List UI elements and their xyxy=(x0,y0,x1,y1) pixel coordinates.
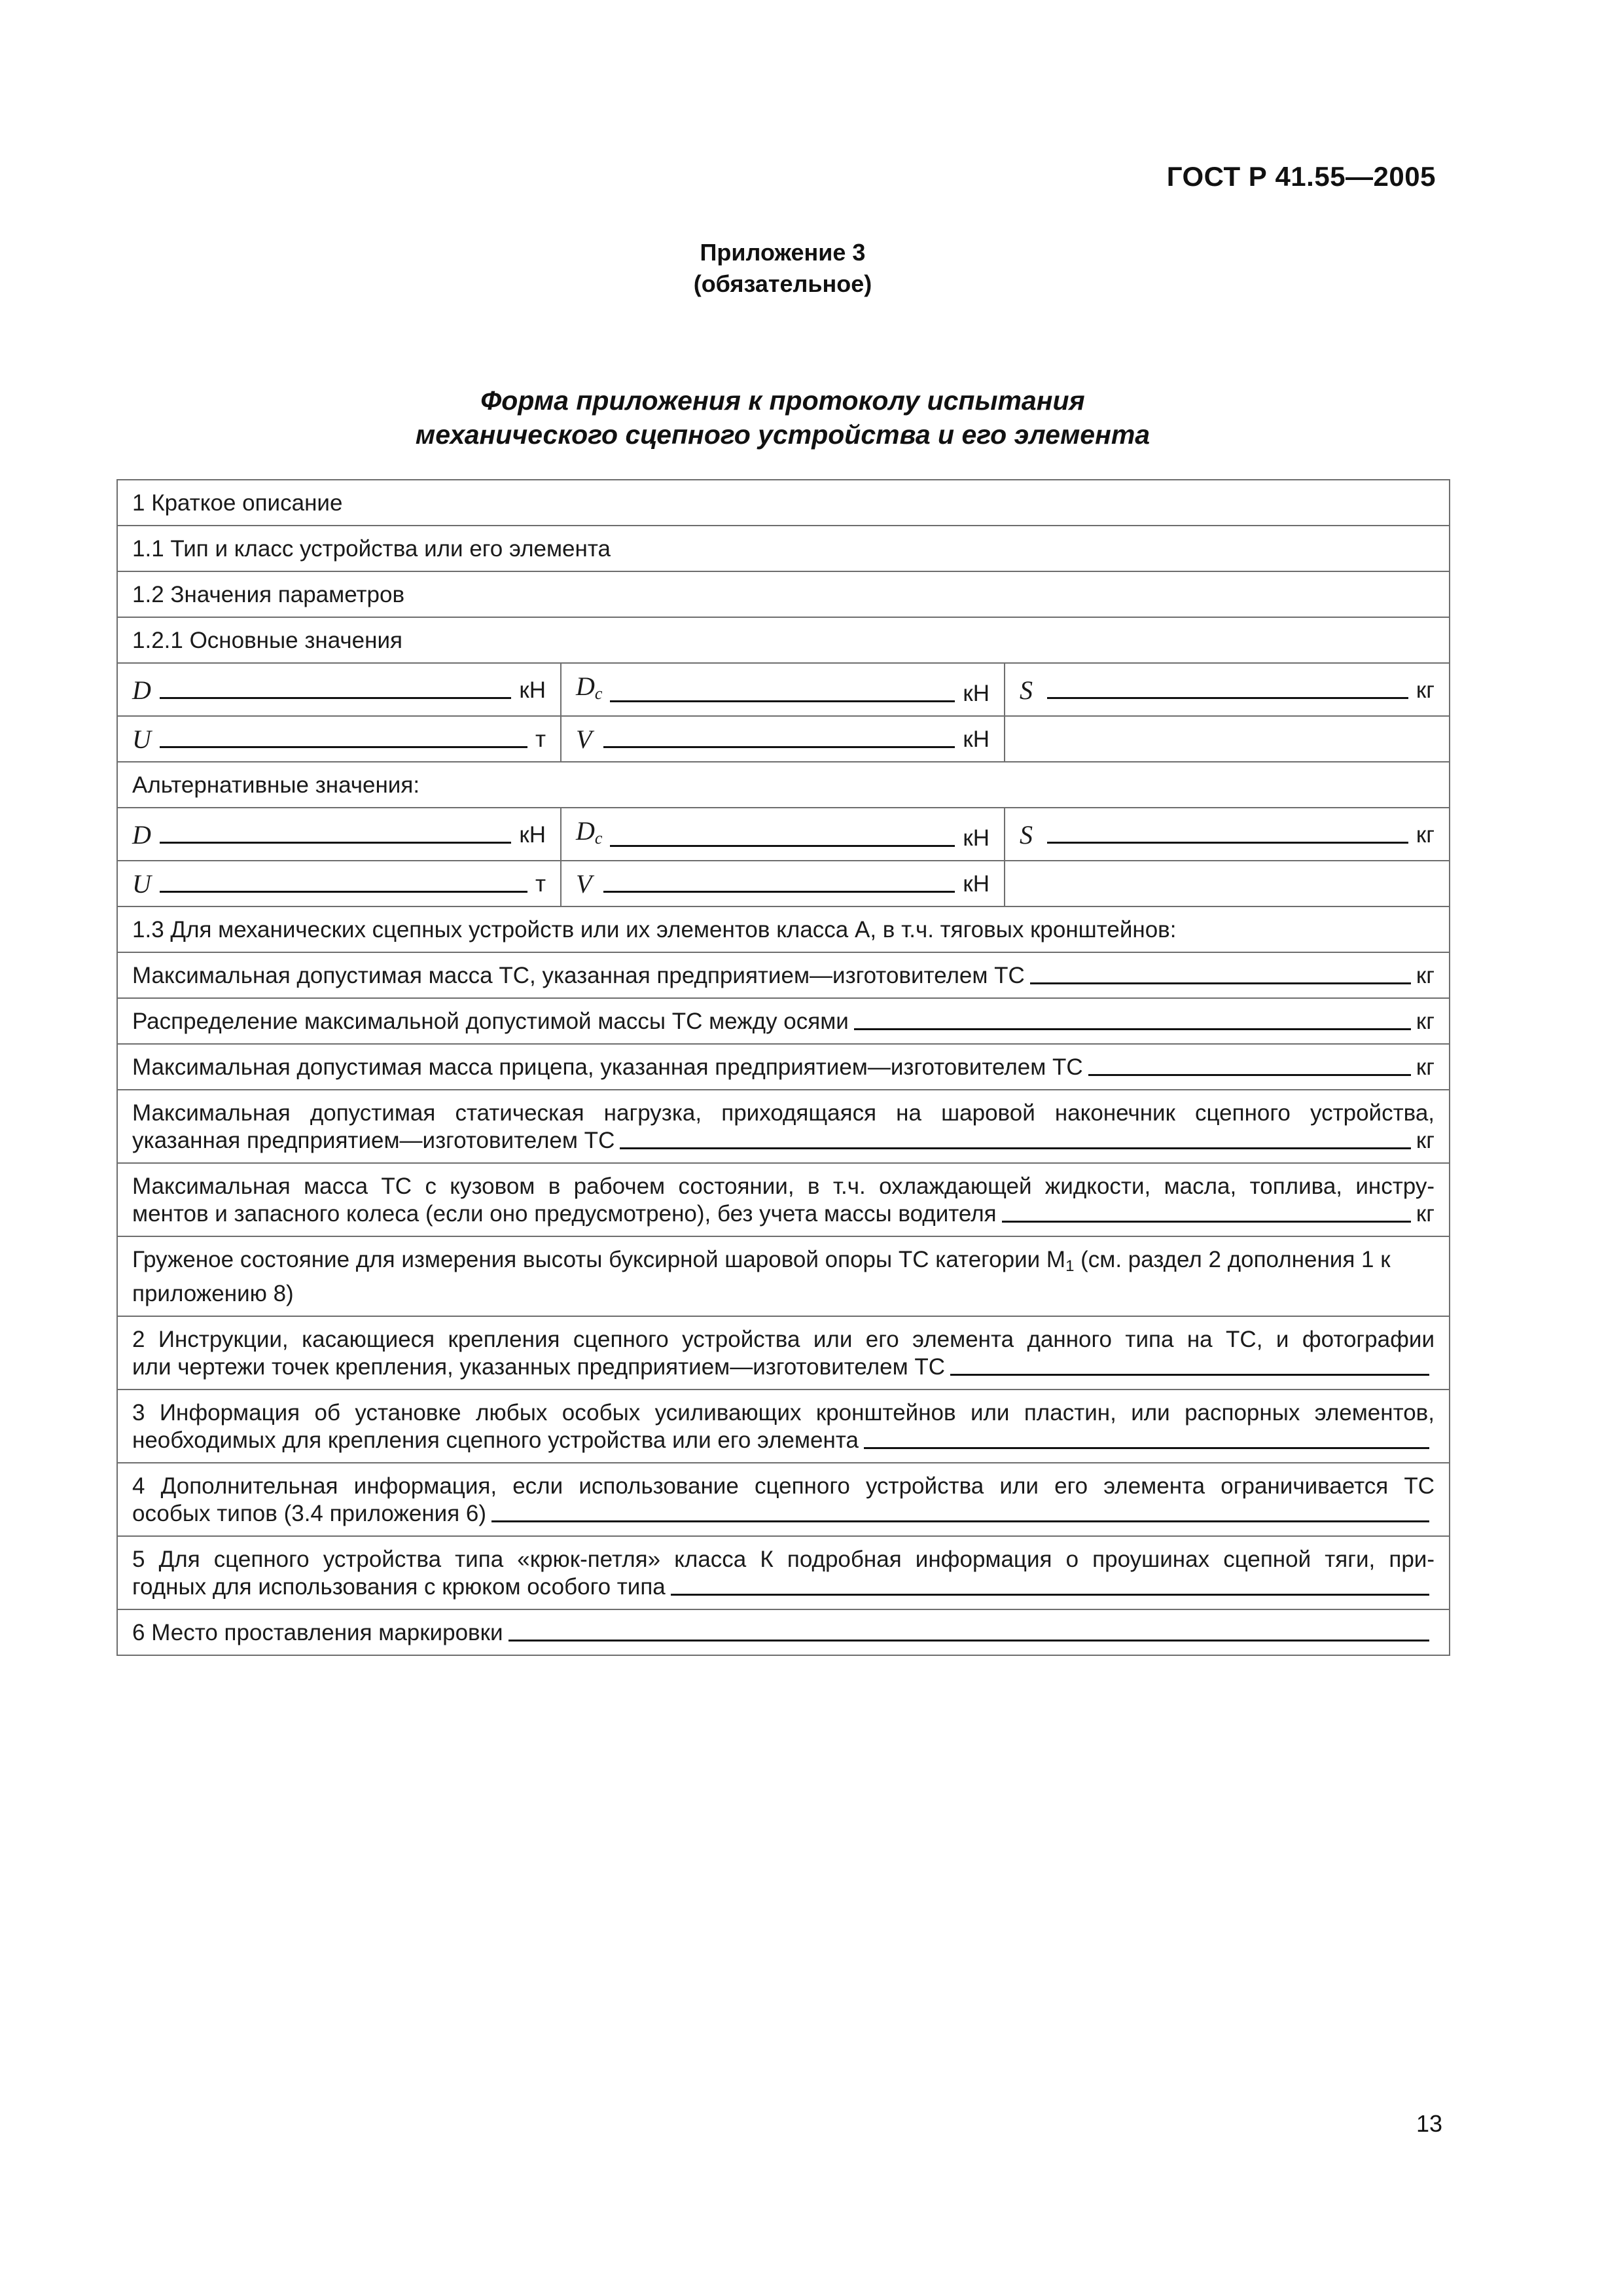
marking-location-field[interactable] xyxy=(508,1639,1430,1641)
marking-location-label: 6 Место проставления маркировки xyxy=(132,1620,503,1645)
row-static-load xyxy=(117,1090,1450,1163)
param-u-cell xyxy=(117,716,561,762)
unit-kn: кН xyxy=(519,821,546,848)
protocol-form-table xyxy=(116,479,1450,1656)
loaded-state-subscript: 1 xyxy=(1065,1257,1075,1275)
symbol-s: S xyxy=(1020,819,1033,850)
s-value-field[interactable] xyxy=(1047,696,1408,699)
additional-field[interactable] xyxy=(491,1520,1429,1522)
unit-kg: кг xyxy=(1416,1009,1435,1034)
form-row xyxy=(117,716,1450,762)
loaded-state-text-end: (см. раздел 2 дополнения 1 к приложению 8) xyxy=(132,1247,1391,1306)
form-row xyxy=(117,998,1450,1044)
appendix-title: Приложение 3 xyxy=(700,239,866,266)
unit-kg: кг xyxy=(1416,1054,1435,1080)
symbol-s: S xyxy=(1020,675,1033,705)
symbol-dc-sub: c xyxy=(594,829,603,848)
unit-t: т xyxy=(535,871,546,897)
form-row xyxy=(117,1316,1450,1390)
form-row xyxy=(117,952,1450,998)
symbol-u: U xyxy=(132,725,151,754)
symbol-dc-base: D xyxy=(576,816,595,846)
form-row xyxy=(117,663,1450,716)
row-trailer-mass xyxy=(117,1044,1450,1090)
row-alternative-values: Альтернативные значения: xyxy=(117,762,1450,808)
unit-kn: кН xyxy=(519,677,546,703)
unit-t: т xyxy=(535,726,546,752)
row-marking-location xyxy=(117,1609,1450,1655)
body-mass-field[interactable] xyxy=(1002,1220,1411,1223)
static-load-line1: Максимальная допустимая статическая нагрузка, приходящаяся на шаровой наконечник сцепного устройства, xyxy=(132,1100,1435,1126)
alt-d-value-field[interactable] xyxy=(160,841,511,844)
instructions-field[interactable] xyxy=(950,1373,1429,1376)
unit-kg: кг xyxy=(1416,963,1435,988)
appendix-heading xyxy=(0,237,1565,300)
page-number: 13 xyxy=(1416,2110,1442,2137)
instructions-line2: или чертежи точек крепления, указанных предприятием—изготовителем ТС xyxy=(132,1354,946,1380)
unit-kn: кН xyxy=(963,726,990,752)
row-parameter-values: 1.2 Значения параметров xyxy=(117,571,1450,617)
form-row xyxy=(117,1163,1450,1236)
symbol-dc-base: D xyxy=(576,672,595,701)
form-row xyxy=(117,571,1450,617)
trailer-mass-label: Максимальная допустимая масса прицепа, указанная предприятием—изготовителем ТС xyxy=(132,1054,1083,1080)
row-body-mass xyxy=(117,1163,1450,1236)
form-row xyxy=(117,1090,1450,1163)
alt-param-v-cell xyxy=(561,861,1005,906)
symbol-dc xyxy=(576,817,602,852)
row-mass-distribution xyxy=(117,998,1450,1044)
instructions-line1: 2 Инструкции, касающиеся крепления сцепного устройства или его элемента данного типа на ТС, и фотографии xyxy=(132,1327,1435,1352)
static-load-field[interactable] xyxy=(620,1147,1411,1149)
row-max-mass xyxy=(117,952,1450,998)
param-dc-cell xyxy=(561,663,1005,716)
form-row xyxy=(117,861,1450,906)
additional-line2: особых типов (3.4 приложения 6) xyxy=(132,1501,487,1526)
row-class-a: 1.3 Для механических сцепных устройств или их элементов класса А, в т.ч. тяговых кронштейнов: xyxy=(117,906,1450,952)
unit-kg: кг xyxy=(1416,821,1435,848)
symbol-d: D xyxy=(132,819,151,850)
unit-kg: кг xyxy=(1416,1201,1435,1227)
row-main-values: 1.2.1 Основные значения xyxy=(117,617,1450,663)
symbol-v: V xyxy=(576,725,592,754)
form-row xyxy=(117,762,1450,808)
form-row xyxy=(117,1044,1450,1090)
static-load-line2: указанная предприятием—изготовителем ТС xyxy=(132,1128,615,1153)
form-row xyxy=(117,1236,1450,1316)
form-row xyxy=(117,1390,1450,1463)
form-row xyxy=(117,617,1450,663)
symbol-u: U xyxy=(132,869,151,899)
row-additional-info xyxy=(117,1463,1450,1536)
alt-param-dc-cell xyxy=(561,808,1005,861)
param-s-cell xyxy=(1005,663,1450,716)
dc-value-field[interactable] xyxy=(610,700,955,702)
alt-dc-value-field[interactable] xyxy=(610,844,955,847)
form-title-line2: механического сцепного устройства и его элемента xyxy=(415,420,1150,450)
loaded-state-text: Груженое состояние для измерения высоты буксирной шаровой опоры ТС категории М xyxy=(132,1247,1066,1272)
form-row xyxy=(117,1536,1450,1609)
row-type-class: 1.1 Тип и класс устройства или его элемента xyxy=(117,526,1450,571)
row-instructions xyxy=(117,1316,1450,1390)
mass-distribution-label: Распределение максимальной допустимой массы ТС между осями xyxy=(132,1009,849,1034)
trailer-mass-field[interactable] xyxy=(1088,1073,1411,1076)
form-row xyxy=(117,906,1450,952)
symbol-dc xyxy=(576,673,602,708)
param-v-cell xyxy=(561,716,1005,762)
installation-field[interactable] xyxy=(864,1446,1429,1449)
form-row xyxy=(117,526,1450,571)
alt-param-d-cell xyxy=(117,808,561,861)
body-mass-line1: Максимальная масса ТС с кузовом в рабочем состоянии, в т.ч. охлаждающей жидкости, масла, топлива, инстру- xyxy=(132,1174,1435,1199)
unit-kg: кг xyxy=(1416,1128,1435,1153)
hook-eye-field[interactable] xyxy=(671,1593,1429,1596)
row-loaded-state xyxy=(117,1236,1450,1316)
form-title xyxy=(0,384,1565,452)
empty-cell xyxy=(1005,716,1450,762)
unit-kn: кН xyxy=(963,871,990,897)
form-row xyxy=(117,1609,1450,1655)
row-hook-eye xyxy=(117,1536,1450,1609)
unit-kn: кН xyxy=(963,681,990,706)
additional-line1: 4 Дополнительная информация, если использование сцепного устройства или его элемента ограничивается ТС xyxy=(132,1473,1435,1499)
alt-param-s-cell xyxy=(1005,808,1450,861)
hook-eye-line2: годных для использования с крюком особого типа xyxy=(132,1574,666,1600)
symbol-d: D xyxy=(132,675,151,705)
alt-param-u-cell xyxy=(117,861,561,906)
installation-line2: необходимых для крепления сцепного устройства или его элемента xyxy=(132,1427,859,1453)
installation-line1: 3 Информация об установке любых особых усиливающих кронштейнов или пластин, или распорных элементов, xyxy=(132,1400,1435,1426)
standard-code: ГОСТ Р 41.55—2005 xyxy=(1166,161,1436,192)
max-mass-label: Максимальная допустимая масса ТС, указанная предприятием—изготовителем ТС xyxy=(132,963,1025,988)
form-row xyxy=(117,480,1450,526)
form-row xyxy=(117,808,1450,861)
row-installation-info xyxy=(117,1390,1450,1463)
alt-s-value-field[interactable] xyxy=(1047,841,1408,844)
u-value-field[interactable] xyxy=(160,745,527,748)
unit-kn: кН xyxy=(963,825,990,851)
alt-v-value-field[interactable] xyxy=(603,890,955,893)
appendix-status: (обязательное) xyxy=(693,270,872,297)
alt-u-value-field[interactable] xyxy=(160,890,527,893)
body-mass-line2: ментов и запасного колеса (если оно предусмотрено), без учета массы водителя xyxy=(132,1201,997,1227)
v-value-field[interactable] xyxy=(603,745,955,748)
unit-kg: кг xyxy=(1416,677,1435,703)
d-value-field[interactable] xyxy=(160,696,511,699)
mass-distribution-field[interactable] xyxy=(854,1028,1411,1030)
hook-eye-line1: 5 Для сцепного устройства типа «крюк-петля» класса К подробная информация о проушинах сцепной тяги, при- xyxy=(132,1547,1435,1572)
symbol-dc-sub: c xyxy=(594,684,603,703)
row-brief-description: 1 Краткое описание xyxy=(117,480,1450,526)
symbol-v: V xyxy=(576,869,592,899)
form-title-line1: Форма приложения к протоколу испытания xyxy=(480,386,1085,416)
form-row xyxy=(117,1463,1450,1536)
param-d-cell xyxy=(117,663,561,716)
max-mass-field[interactable] xyxy=(1030,982,1411,984)
empty-cell xyxy=(1005,861,1450,906)
